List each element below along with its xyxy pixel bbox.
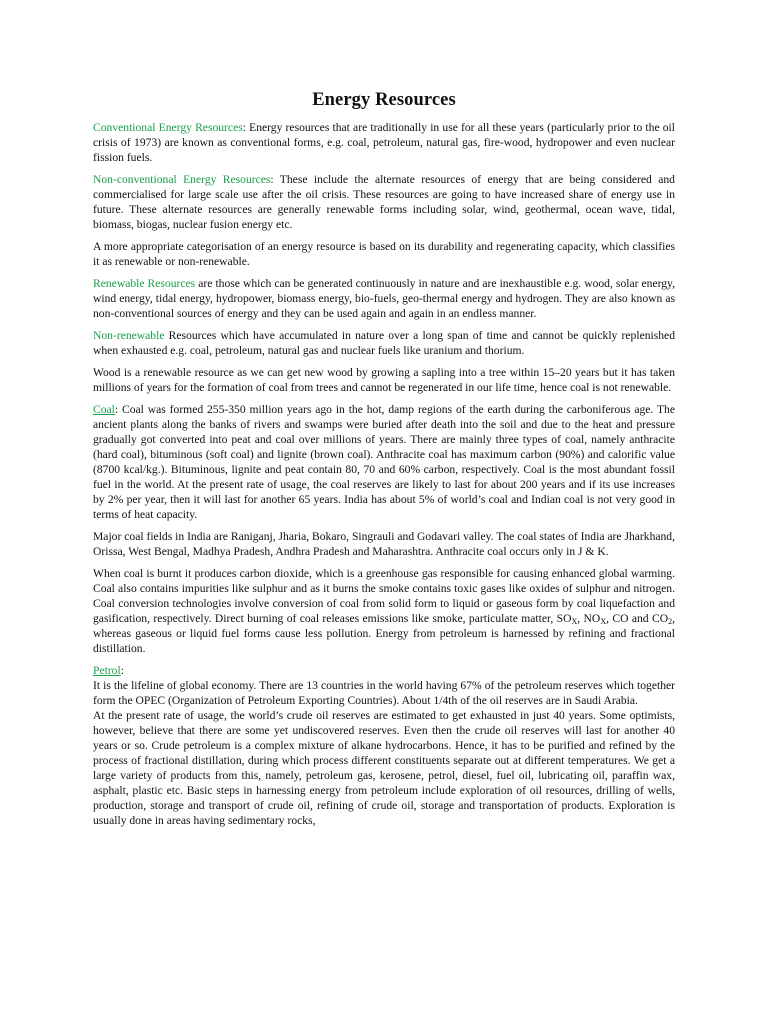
conventional-body: : Energy resources that are traditionally in use for all these years (particularly prior to the oil crisis of 1973) are known as conventional forms, e.g. coal, petroleum, natural gas, fire-wood, hydropower and even nuclear fission fuels. <box>93 121 676 164</box>
paragraph-petrol-2: At the present rate of usage, the world’s crude oil reserves are estimated to get exhausted in just 40 years. Some optimists, however, believe that there are some yet undiscovered reserves. Even then the crude oil reserves will last for another 40 years or so. Crude petroleum is a complex mixture of alkane hydrocarbons. Hence, it has to be purified and refined by the process of fractional distillation, during which process different constituents separate out at different temperatures. We get a large variety of products from this, namely, petroleum gas, kerosene, petrol, diesel, fuel oil, lubricating oil, paraffin wax, asphalt, plastic etc. Basic steps in harnessing energy from petroleum include exploration of oil resources, drilling of wells, production, storage and transport of crude oil, refining of crude oil, storage and transportation of products. Exploration is usually done in areas having sedimentary rocks, <box>93 709 675 827</box>
nonconventional-body: : These include the alternate resources of energy that are being considered and commercialised for large scale use after the oil crisis. These resources are going to have increased share of energy use in future. These alternate resources are generally renewable forms including solar, wind, geothermal, ocean wave, tidal, biomass, biogas, nuclear fusion energy etc. <box>93 173 675 231</box>
page-title: Energy Resources <box>312 90 456 110</box>
term-renewable: Renewable Resources <box>93 277 196 290</box>
paragraph-wood: Wood is a renewable resource as we can get new wood by growing a sapling into a tree within 15–20 years but it has taken millions of years for the formation of coal from trees and cannot be regenerated in our life time, hence coal is not renewable. <box>93 366 675 394</box>
paragraph-renewable <box>93 276 675 321</box>
term-conventional: Conventional Energy Resources <box>93 121 243 134</box>
nonrenewable-body: Resources which have accumulated in nature over a long span of time and cannot be quickly replenished when exhausted e.g. coal, petroleum, natural gas and nuclear fuels like uranium and thorium. <box>93 329 675 357</box>
paragraph-conventional <box>93 120 675 165</box>
petrol-heading <box>93 663 675 678</box>
paragraph-coal-fields: Major coal fields in India are Raniganj, Jharia, Bokaro, Singrauli and Godavari valley. The coal states of India are Jharkhand, Orissa, West Bengal, Madhya Pradesh, Andhra Pradesh and Maharashtra. Anthracite coal occurs only in J & K. <box>93 530 675 558</box>
coal-body: : Coal was formed 255-350 million years ago in the hot, damp regions of the earth during the carboniferous age. The ancient plants along the banks of rivers and swamps were buried after death into the soil and due to the heat and pressure gradually got converted into peat and coal over millions of years. There are mainly three types of coal, namely anthracite (hard coal), bituminous (soft coal) and lignite (brown coal). Anthracite coal has maximum carbon (90%) and calorific value (8700 kcal/kg.). Bituminous, lignite and peat contain 80, 70 and 60% carbon, respectively. Coal is the most abundant fossil fuel in the world. At the present rate of usage, the coal reserves are likely to last for about 200 years and if its use increases by 2% per year, then it will last for another 65 years. India has about 5% of world’s coal and Indian coal is not very good in terms of heat capacity. <box>93 403 675 521</box>
co2-subscript: 2 <box>668 617 673 626</box>
paragraph-petrol-1: It is the lifeline of global economy. There are 13 countries in the world having 67% of the petroleum reserves which together form the OPEC (Organization of Petroleum Exporting Countries). About 1/4th of the oil reserves are in Saudi Arabia. <box>93 679 675 707</box>
sox-subscript: X <box>571 617 578 626</box>
coal-burn-text-4: , whereas gaseous or liquid fuel forms cause less pollution. Energy from petroleum is harnessed by refining and fractional distillation. <box>93 612 675 655</box>
petrol-colon: : <box>120 664 124 677</box>
paragraph-nonconventional <box>93 172 675 232</box>
coal-burn-text-1: When coal is burnt it produces carbon dioxide, which is a greenhouse gas responsible for causing enhanced global warming. Coal also contains impurities like sulphur and as it burns the smoke contains toxic gases like oxides of sulphur and nitrogen. Coal conversion technologies involve conversion of coal from solid form to liquid or gaseous form by coal liquefaction and gasification, respectively. Direct burning of coal releases emissions like smoke, particulate matter, SO <box>93 567 675 625</box>
paragraph-nonrenewable <box>93 328 675 358</box>
coal-burn-text-2: , NO <box>577 612 601 625</box>
term-coal: Coal <box>93 403 115 416</box>
term-nonconventional: Non-conventional Energy Resources <box>93 173 271 186</box>
paragraph-coal <box>93 402 675 522</box>
nox-subscript: X <box>600 617 607 626</box>
renewable-body: are those which can be generated continuously in nature and are inexhaustible e.g. wood, solar energy, wind energy, tidal energy, hydropower, biomass energy, bio-fuels, geo-thermal energy and hydrogen. They are also known as non-conventional sources of energy and they can be used again and again in an endless manner. <box>93 277 675 320</box>
paragraph-categorisation: A more appropriate categorisation of an energy resource is based on its durability and regenerating capacity, which classifies it as renewable or non-renewable. <box>93 240 675 268</box>
term-nonrenewable: Non-renewable <box>93 329 165 342</box>
coal-burn-text-3: , CO and CO <box>606 612 669 625</box>
term-petrol: Petrol <box>93 664 121 677</box>
paragraph-coal-burn <box>93 566 675 656</box>
